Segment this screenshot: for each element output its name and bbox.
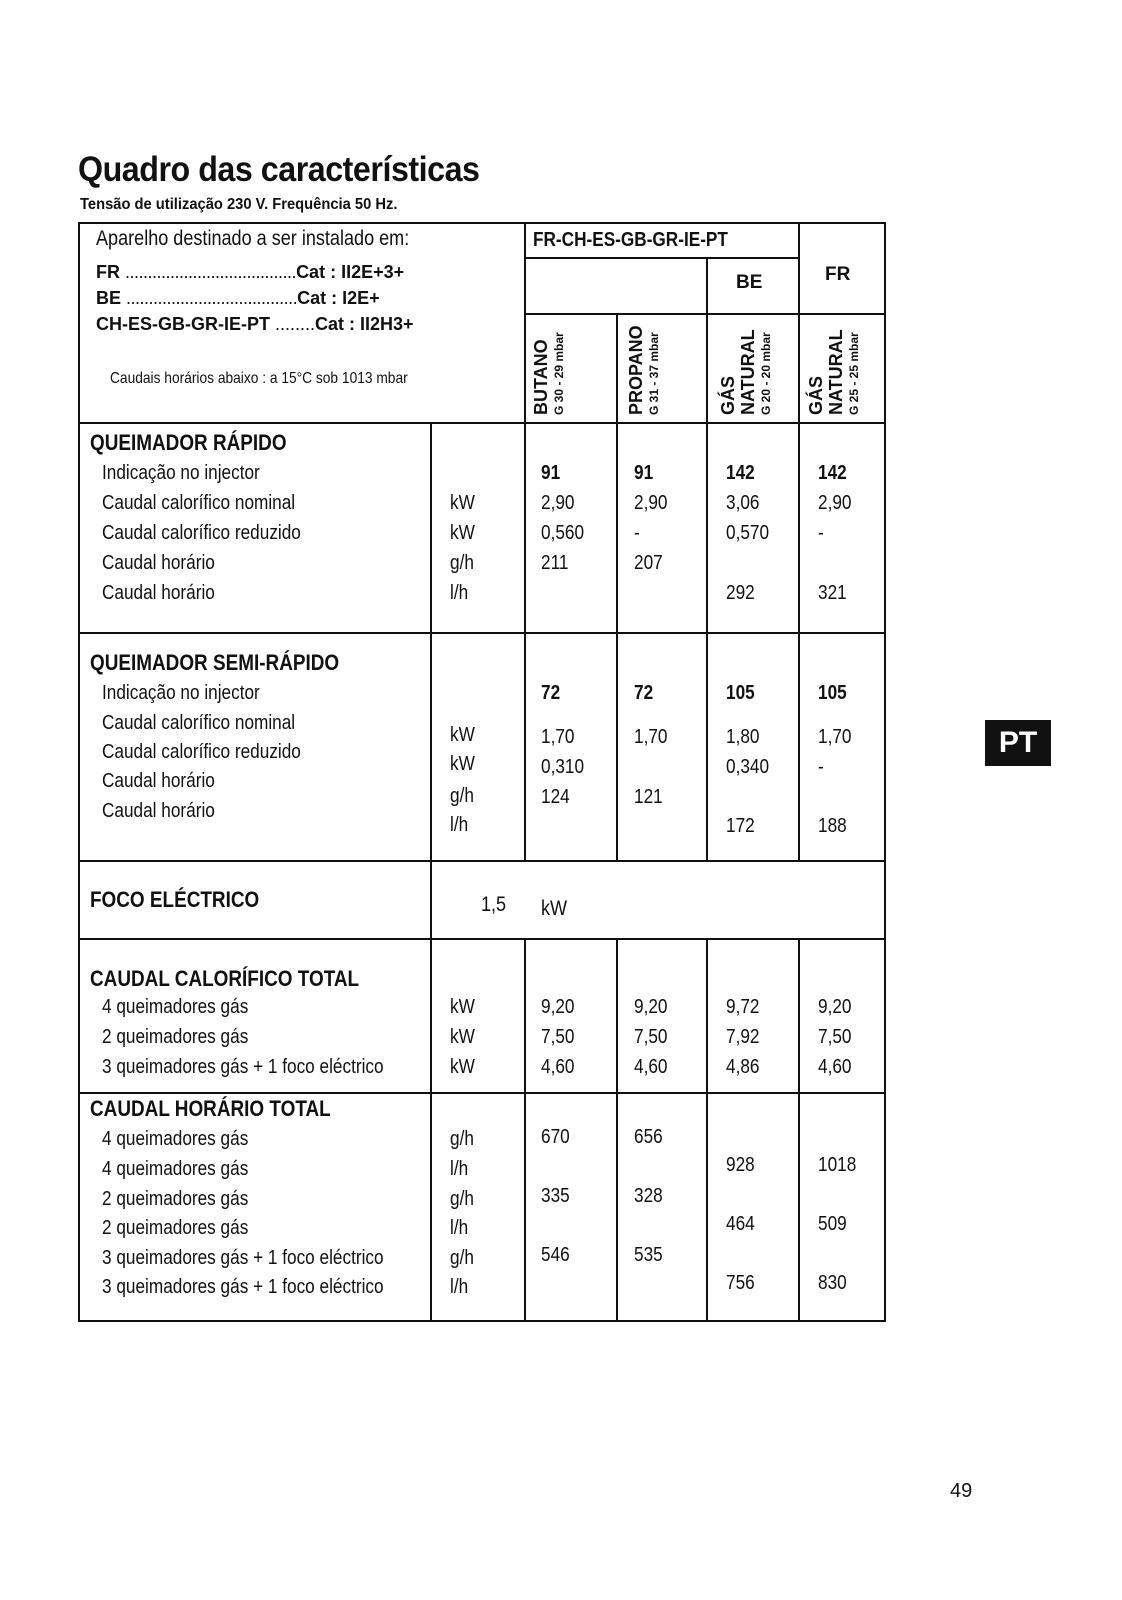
total-calorifico-row-unit: kW: [450, 1056, 475, 1078]
semi-value-reduzido: 0,310: [541, 756, 585, 778]
rapido-title: QUEIMADOR RÁPIDO: [90, 430, 287, 455]
rapido-row-unit: kW: [450, 522, 475, 544]
total-calorifico-value: 4,60: [634, 1056, 668, 1078]
total-calorifico-value: 4,86: [726, 1056, 760, 1078]
total-calorifico-value: 9,72: [726, 996, 760, 1018]
total-horario-value: 464: [726, 1213, 755, 1235]
total-calorifico-value: 9,20: [818, 996, 852, 1018]
semi-value-nominal: 1,70: [818, 726, 852, 748]
gas-name-line2: NATURAL: [826, 329, 846, 415]
category: Cat : II2E+3+: [296, 262, 405, 282]
total-horario-value: 335: [541, 1185, 570, 1207]
total-calorifico-value: 7,92: [726, 1026, 760, 1048]
category: Cat : I2E+: [297, 288, 380, 308]
gas-header-natural-g25: [806, 329, 862, 415]
gas-header-natural-g20: [718, 329, 774, 415]
total-calorifico-value: 7,50: [634, 1026, 668, 1048]
semi-value-lh: 188: [818, 815, 847, 837]
foco-value: 1,5: [481, 893, 507, 916]
semi-unit-kw2: kW: [450, 753, 475, 775]
foco-unit: kW: [541, 897, 568, 920]
semi-value-gh: 121: [634, 786, 663, 808]
gas-name: PROPANO: [626, 325, 646, 415]
rapido-row-unit: kW: [450, 492, 475, 514]
semi-unit-kw1: kW: [450, 724, 475, 746]
total-horario-row-unit: g/h: [450, 1128, 474, 1150]
country-code: BE: [96, 288, 122, 308]
country-row-ch: [96, 314, 414, 335]
dot-leader: ......................................: [125, 262, 297, 282]
rapido-value: 3,06: [726, 492, 760, 514]
total-horario-row-unit: l/h: [450, 1276, 469, 1298]
total-horario-title: CAUDAL HORÁRIO TOTAL: [90, 1096, 331, 1121]
gas-pressure: G 25 - 25 mbar: [847, 332, 861, 415]
rapido-row-unit: g/h: [450, 552, 474, 574]
foco-title: FOCO ELÉCTRICO: [90, 887, 260, 912]
semi-label-gh: Caudal horário: [102, 770, 215, 792]
total-horario-row-label: 3 queimadores gás + 1 foco eléctrico: [102, 1247, 384, 1269]
total-horario-value: 535: [634, 1244, 663, 1266]
rapido-value: 2,90: [541, 492, 575, 514]
country-code: CH-ES-GB-GR-IE-PT: [96, 314, 270, 334]
total-horario-row-unit: g/h: [450, 1188, 474, 1210]
total-calorifico-value: 4,60: [818, 1056, 852, 1078]
page-subtitle: Tensão de utilização 230 V. Frequência 50 Hz.: [80, 196, 398, 213]
semi-value-injector: 72: [634, 682, 654, 704]
rapido-row-label: Caudal calorífico reduzido: [102, 522, 301, 544]
total-horario-value: 670: [541, 1126, 570, 1148]
total-calorifico-value: 7,50: [541, 1026, 575, 1048]
total-horario-value: 830: [818, 1272, 847, 1294]
gas-header-propano: [626, 325, 662, 415]
rapido-value: -: [818, 522, 824, 544]
semi-value-injector: 72: [541, 682, 561, 704]
rapido-row-label: Caudal calorífico nominal: [102, 492, 296, 514]
rapido-value: 292: [726, 582, 755, 604]
gas-pressure: G 30 - 29 mbar: [552, 332, 566, 415]
rapido-value: 91: [634, 462, 654, 484]
semi-unit-gh: g/h: [450, 785, 474, 807]
flow-note: Caudais horários abaixo : a 15°C sob 1013 mbar: [110, 370, 408, 387]
page-title: Quadro das características: [78, 150, 480, 189]
gas-pressure: G 31 - 37 mbar: [647, 332, 661, 415]
total-calorifico-row-unit: kW: [450, 1026, 475, 1048]
rapido-row-label: Caudal horário: [102, 582, 215, 604]
total-calorifico-title: CAUDAL CALORÍFICO TOTAL: [90, 966, 360, 991]
rapido-value: 142: [726, 462, 755, 484]
rapido-value: 142: [818, 462, 847, 484]
install-intro: Aparelho destinado a ser instalado em:: [96, 227, 410, 250]
semi-value-nominal: 1,80: [726, 726, 760, 748]
semi-label-injector: Indicação no injector: [102, 682, 260, 704]
semi-label-reduzido: Caudal calorífico reduzido: [102, 741, 301, 763]
total-horario-row-label: 3 queimadores gás + 1 foco eléctrico: [102, 1276, 384, 1298]
rapido-row-label: Indicação no injector: [102, 462, 260, 484]
semi-value-injector: 105: [726, 682, 755, 704]
total-horario-value: 1018: [818, 1154, 857, 1176]
total-horario-row-unit: l/h: [450, 1158, 469, 1180]
total-horario-row-label: 4 queimadores gás: [102, 1128, 249, 1150]
total-horario-value: 328: [634, 1185, 663, 1207]
total-calorifico-row-label: 4 queimadores gás: [102, 996, 249, 1018]
semi-label-lh: Caudal horário: [102, 800, 215, 822]
total-calorifico-value: 7,50: [818, 1026, 852, 1048]
rapido-value: 321: [818, 582, 847, 604]
country-row-be: [96, 288, 380, 309]
rapido-value: 0,560: [541, 522, 585, 544]
semi-value-reduzido: 0,340: [726, 756, 770, 778]
semi-value-lh: 172: [726, 815, 755, 837]
dot-leader: ........: [275, 314, 316, 334]
total-calorifico-value: 9,20: [541, 996, 575, 1018]
rapido-value: -: [634, 522, 640, 544]
total-calorifico-value: 9,20: [634, 996, 668, 1018]
semi-unit-lh: l/h: [450, 814, 469, 836]
gas-name-line2: NATURAL: [738, 329, 758, 415]
gas-header-butano: [531, 332, 567, 415]
total-horario-value: 928: [726, 1154, 755, 1176]
gas-name: GÁS: [718, 375, 738, 415]
category: Cat : II2H3+: [315, 314, 414, 334]
gas-name: BUTANO: [531, 339, 551, 415]
country-row-fr: [96, 262, 404, 283]
rapido-row-unit: l/h: [450, 582, 469, 604]
total-calorifico-row-label: 3 queimadores gás + 1 foco eléctrico: [102, 1056, 384, 1078]
semi-value-injector: 105: [818, 682, 847, 704]
total-horario-value: 656: [634, 1126, 663, 1148]
total-horario-row-label: 2 queimadores gás: [102, 1217, 249, 1239]
rapido-value: 2,90: [818, 492, 852, 514]
total-horario-value: 509: [818, 1213, 847, 1235]
total-horario-value: 546: [541, 1244, 570, 1266]
language-badge: PT: [985, 720, 1051, 766]
semi-value-reduzido: -: [818, 756, 824, 778]
rapido-value: 207: [634, 552, 663, 574]
be-label: BE: [736, 272, 763, 293]
semi-value-nominal: 1,70: [541, 726, 575, 748]
total-horario-row-label: 4 queimadores gás: [102, 1158, 249, 1180]
total-calorifico-row-label: 2 queimadores gás: [102, 1026, 249, 1048]
semi-value-nominal: 1,70: [634, 726, 668, 748]
country-code: FR: [96, 262, 120, 282]
total-horario-value: 756: [726, 1272, 755, 1294]
semi-label-nominal: Caudal calorífico nominal: [102, 712, 296, 734]
gas-name: GÁS: [806, 375, 826, 415]
total-horario-row-unit: l/h: [450, 1217, 469, 1239]
semi-value-gh: 124: [541, 786, 570, 808]
total-calorifico-row-unit: kW: [450, 996, 475, 1018]
dot-leader: ......................................: [126, 288, 298, 308]
page-number: 49: [950, 1480, 973, 1502]
fr-label: FR: [825, 264, 851, 285]
total-calorifico-value: 4,60: [541, 1056, 575, 1078]
rapido-value: 0,570: [726, 522, 770, 544]
rapido-value: 91: [541, 462, 561, 484]
group-label: FR-CH-ES-GB-GR-IE-PT: [533, 229, 728, 251]
semi-title: QUEIMADOR SEMI-RÁPIDO: [90, 650, 340, 675]
gas-pressure: G 20 - 20 mbar: [759, 332, 773, 415]
total-horario-row-unit: g/h: [450, 1247, 474, 1269]
rapido-value: 2,90: [634, 492, 668, 514]
rapido-value: 211: [541, 552, 569, 574]
total-horario-row-label: 2 queimadores gás: [102, 1188, 249, 1210]
rapido-row-label: Caudal horário: [102, 552, 215, 574]
